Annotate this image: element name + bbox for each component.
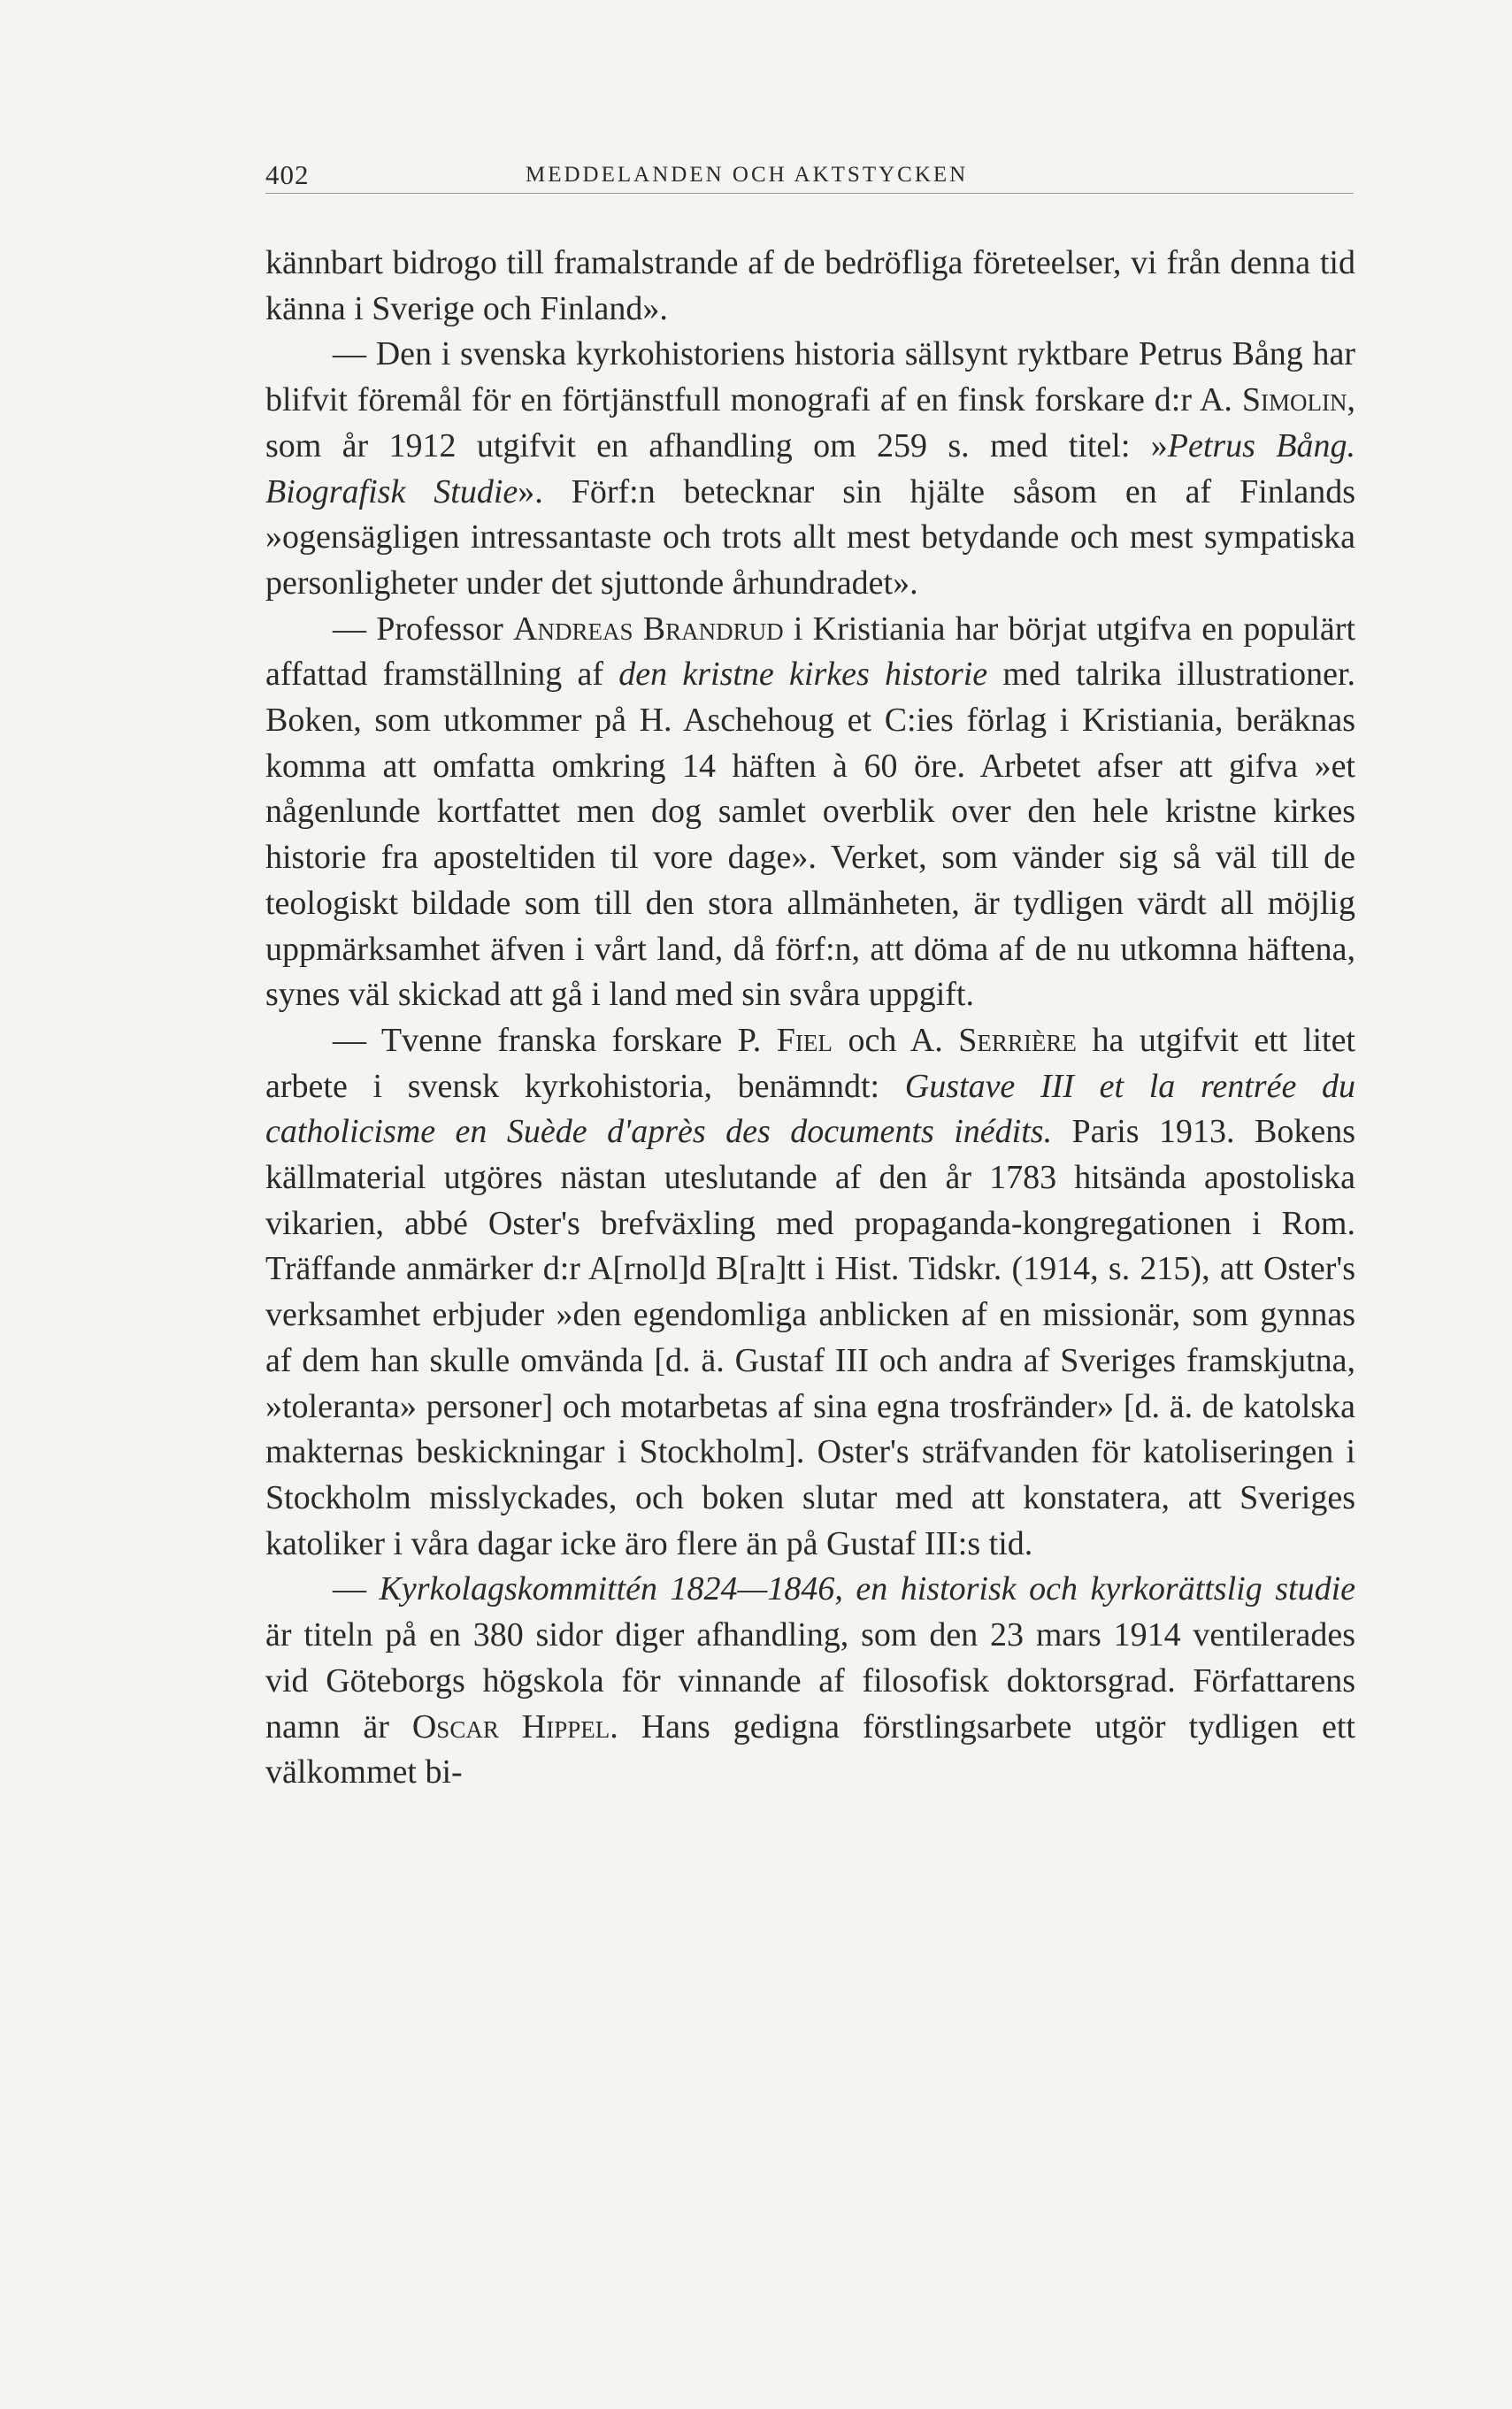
book-title: den kristne kirkes historie — [618, 656, 988, 694]
book-title: Kyrkolagskommittén 1824—1846, en historisk och kyrkorättslig studie — [379, 1570, 1355, 1608]
paragraph-text: — — [333, 1570, 380, 1608]
author-name: Andreas Brandrud — [513, 610, 784, 648]
author-name: Serrière — [958, 1021, 1077, 1059]
paragraph-kyrkolagskommitten — [265, 1567, 1355, 1796]
running-title: MEDDELANDEN OCH AKTSTYCKEN — [526, 163, 969, 187]
header-rule — [265, 193, 1354, 194]
book-title: Petrus Bång. Biografisk Studie — [265, 426, 1355, 510]
paragraph-text: ». Förf:n betecknar sin hjälte såsom en af Finlands »ogensägligen intressantaste och trots allt mest betydande och mest sympatiska personligheter under det sjuttonde århundradet». — [265, 472, 1355, 602]
body-text — [265, 241, 1355, 1796]
paragraph-text: ha utgifvit ett litet arbete i svensk kyrkohistoria, benämndt: — [265, 1021, 1355, 1105]
paragraph-text: , som år 1912 utgifvit en afhandling om 259 s. med titel: » — [265, 381, 1355, 464]
paragraph-text: i Kristiania har börjat utgifva en populärt affattad framställning af — [265, 610, 1355, 694]
paragraph-text: med talrika illustrationer. Boken, som utkommer på H. Aschehoug et C:ies förlag i Kristiania, beräknas komma att omfatta omkring 14 häften à 60 öre. Arbetet afser att gifva »et någenlunde kortfattet men dog samlet overblik over den hele kristne kirkes historie fra aposteltiden til vore dage». Verket, som vänder sig så väl till de teologiskt bildade som till den stora allmänheten, är tydligen värdt all möjlig uppmärksamhet äfven i vårt land, då förf:n, att döma af de nu utkomna häftena, synes väl skickad att gå i land med sin svåra uppgift. — [265, 656, 1356, 1014]
paragraph-fiel-serriere — [265, 1018, 1355, 1567]
author-name: Simolin — [1241, 381, 1347, 419]
book-title: Gustave III et la rentrée du catholicisme en Suède d'après des documents inédits. — [265, 1067, 1355, 1151]
paragraph-continuation — [265, 241, 1355, 332]
paragraph-text: — Tvenne franska forskare P. — [333, 1021, 777, 1059]
page-number: 402 — [265, 159, 310, 190]
paragraph-brandrud — [265, 607, 1355, 1018]
paragraph-text: kännbart bidrogo till framalstrande af de bedröfliga företeelser, vi från denna tid känna i Sverige och Finland». — [265, 244, 1355, 327]
author-name: Oscar Hippel — [411, 1707, 610, 1745]
paragraph-text: och A. — [832, 1021, 959, 1059]
paragraph-petrus-bang — [265, 332, 1355, 606]
paragraph-text: — Den i svenska kyrkohistoriens historia sällsynt ryktbare Petrus Bång har blifvit föremål för en förtjänstfull monografi af en finsk forskare d:r A. — [265, 335, 1355, 419]
page-header — [265, 150, 1354, 195]
paragraph-text: — Professor — [333, 610, 514, 648]
paragraph-text: är titeln på en 380 sidor diger afhandling, som den 23 mars 1914 ventilerades vid Göteborgs högskola för vinnande af filosofisk doktorsgrad. Författarens namn är — [265, 1616, 1355, 1745]
paragraph-text: Paris 1913. Bokens källmaterial utgöres nästan uteslutande af den år 1783 hitsända apostoliska vikarien, abbé Oster's brefväxling med propaganda-kongregationen i Rom. Träffande anmärker d:r A[rnol]d B[ra]tt i Hist. Tidskr. (1914, s. 215), att Oster's verksamhet erbjuder »den egendomliga anblicken af en missionär, som gynnas af dem han skulle omvända [d. ä. Gustaf III och andra af Sveriges framskjutna, »toleranta» personer] och motarbetas af sina egna trosfränder» [d. ä. de katolska makternas beskickningar i Stockholm]. Oster's sträfvanden för katoliseringen i Stockholm misslyckades, och boken slutar med att konstatera, att Sveriges katoliker i våra dagar icke äro flere än på Gustaf III:s tid. — [265, 1113, 1356, 1562]
paragraph-text: . Hans gedigna förstlingsarbete utgör tydligen ett välkommet bi- — [265, 1707, 1355, 1791]
author-name: Fiel — [776, 1021, 833, 1059]
